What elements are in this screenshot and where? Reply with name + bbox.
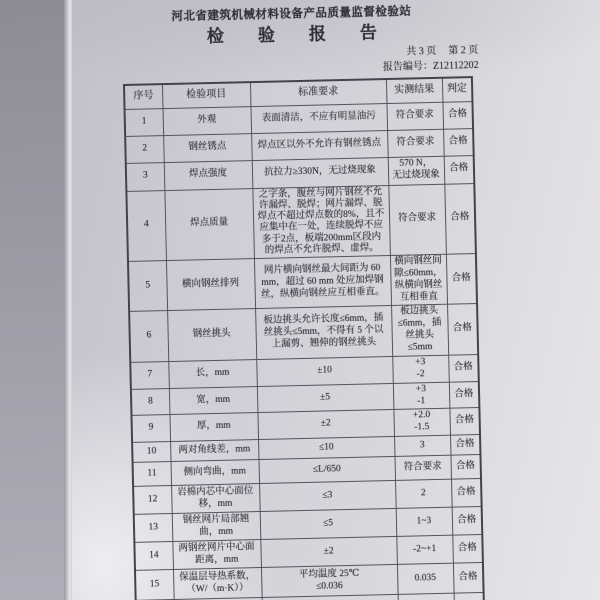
cell-result: -2~+1	[396, 535, 453, 564]
cell-item: 钢丝锈点	[163, 133, 252, 162]
cell-result: 板边挑头≤6mm，插丝挑头≤5mm	[391, 305, 448, 357]
cell-standard: 焊点区以外不允许有钢丝锈点	[251, 130, 388, 160]
cell-verdict: 合格	[450, 435, 480, 456]
cell-item: 横向钢丝排列	[166, 258, 255, 310]
cell-standard: ≤10	[258, 437, 394, 460]
cell-item: 厚，mm	[169, 413, 258, 442]
page-current: 第 2 页	[448, 45, 479, 57]
table-row	[129, 304, 478, 362]
cell-item: 钢丝挑头	[167, 309, 256, 361]
cell-serial: 8	[131, 388, 170, 416]
paper-sheet	[72, 0, 600, 600]
cell-serial: 11	[133, 462, 172, 487]
cell-item: 保温层导热系数， （W/（m·K））	[173, 568, 262, 600]
cell-serial: 10	[132, 442, 170, 463]
column-header-item: 检验项目	[162, 82, 251, 108]
table-row	[126, 183, 476, 261]
cell-verdict: 合格	[452, 507, 483, 536]
column-header-result: 实测结果	[386, 78, 443, 103]
cell-verdict: 合格	[446, 253, 477, 304]
cell-item: 外观	[163, 106, 252, 135]
cell-verdict: 合格	[452, 535, 483, 564]
cell-item: 侧向弯曲，mm	[171, 460, 260, 486]
cell-item: 宽，mm	[169, 386, 258, 415]
cell-result: 570 N， 无过烧现象	[388, 156, 445, 185]
table-row	[128, 253, 477, 311]
cell-verdict: 合格	[447, 304, 478, 355]
cell-verdict: 合格	[449, 408, 480, 435]
column-header-verdict: 判定	[442, 77, 473, 102]
cell-item: 钢丝网片局部翘曲，mm	[172, 512, 261, 542]
cell-verdict: 合格	[451, 479, 482, 508]
cell-result: +2.0 -1.5	[393, 409, 450, 437]
report-number-label: 报告编号：	[382, 61, 434, 74]
cell-verdict: 合格	[449, 381, 480, 408]
column-header-standard: 标准要求	[250, 79, 387, 106]
cell-standard: ±2	[257, 410, 394, 440]
cell-verdict: 合格	[442, 101, 473, 129]
cell-result: 3	[394, 435, 450, 456]
cell-standard: 平均温度 25℃ ≤0.036	[261, 565, 398, 598]
report-title: 检验报告	[206, 22, 412, 46]
cell-serial: 4	[126, 190, 166, 261]
cell-standard: 板边挑头允许长度≤6mm，插丝挑头≤5mm，不得有 5 个以上漏剪、翘伸的钢丝挑头	[255, 306, 392, 360]
cell-result: +3 -1	[393, 382, 450, 410]
column-header-serial: 序号	[124, 84, 163, 109]
pages-total: 共 3 页	[406, 46, 437, 58]
cell-item: 两钢丝网片中心面距离，mm	[172, 540, 261, 570]
cell-serial: 6	[129, 311, 168, 362]
cell-verdict: 合格	[444, 183, 476, 254]
cell-verdict: 合格	[450, 455, 481, 480]
cell-serial: 15	[135, 570, 174, 600]
cell-standard: ≤5	[260, 509, 397, 540]
cell-item: 焊点质量	[164, 188, 254, 260]
cell-standard: ±10	[256, 356, 393, 386]
cell-result: 符合要求	[387, 129, 444, 157]
cell-result: 符合要求	[386, 102, 443, 130]
cell-verdict: 合格	[453, 563, 484, 594]
cell-serial: 9	[131, 415, 170, 443]
station-name: 河北省建筑机械材料设备产品质量监督检验站	[171, 5, 412, 23]
cell-standard: 抗拉力≥330N，无过烧现象	[252, 157, 389, 188]
cell-standard: ±5	[257, 383, 394, 413]
report-content	[85, 0, 511, 600]
cell-item: 岩棉内芯中心面位移，mm	[171, 484, 260, 514]
cell-serial: 7	[130, 361, 169, 389]
cell-serial: 14	[134, 542, 173, 571]
cell-result	[398, 593, 454, 600]
cell-result: 横向钢丝间隙≤60mm，纵横向钢丝互相垂直	[390, 254, 447, 306]
cell-item: 两对角线差，mm	[170, 440, 258, 462]
cell-verdict	[454, 593, 484, 600]
cell-result: 符合要求	[388, 184, 446, 255]
cell-serial: 3	[126, 162, 165, 191]
cell-result: 符合要求	[394, 455, 451, 480]
report-number-value: Z12112202	[432, 60, 479, 73]
cell-standard: 网片横向钢丝最大间距为 60 mm，超过 60 mm 处应加焊钢丝，纵横向钢丝应互相垂直。	[254, 255, 391, 309]
cell-verdict: 合格	[443, 128, 474, 156]
cell-item: 长，mm	[168, 359, 257, 388]
cell-result: 0.035	[397, 563, 454, 594]
cell-serial: 1	[125, 108, 164, 136]
cell-standard: ≤3	[259, 481, 396, 512]
cell-standard: ≤L/650	[259, 457, 396, 484]
cell-serial: 13	[134, 514, 173, 543]
cell-standard: 之字条，腹丝与网片钢丝不允许漏焊、脱焊；网片漏焊、脱焊点不超过焊点数的8%，且不应集中在一处，连续脱焊不应多于2点，板端200mm区段内的焊点不允许脱焊、虚焊。	[252, 185, 390, 258]
cell-serial: 12	[133, 486, 172, 515]
cell-standard: 表面清洁，不应有明显油污	[251, 103, 388, 133]
inspection-table	[123, 76, 485, 600]
cell-item: 焊点强度	[164, 160, 253, 190]
cell-result: 1~3	[396, 507, 453, 536]
cell-verdict: 合格	[448, 354, 479, 381]
cell-serial: 5	[128, 260, 167, 311]
cell-result: +3 -2	[392, 355, 449, 383]
cell-serial: 2	[125, 135, 164, 163]
cell-standard: ±2	[260, 537, 397, 568]
cell-verdict: 合格	[444, 155, 475, 184]
cell-result: 2	[395, 479, 452, 508]
